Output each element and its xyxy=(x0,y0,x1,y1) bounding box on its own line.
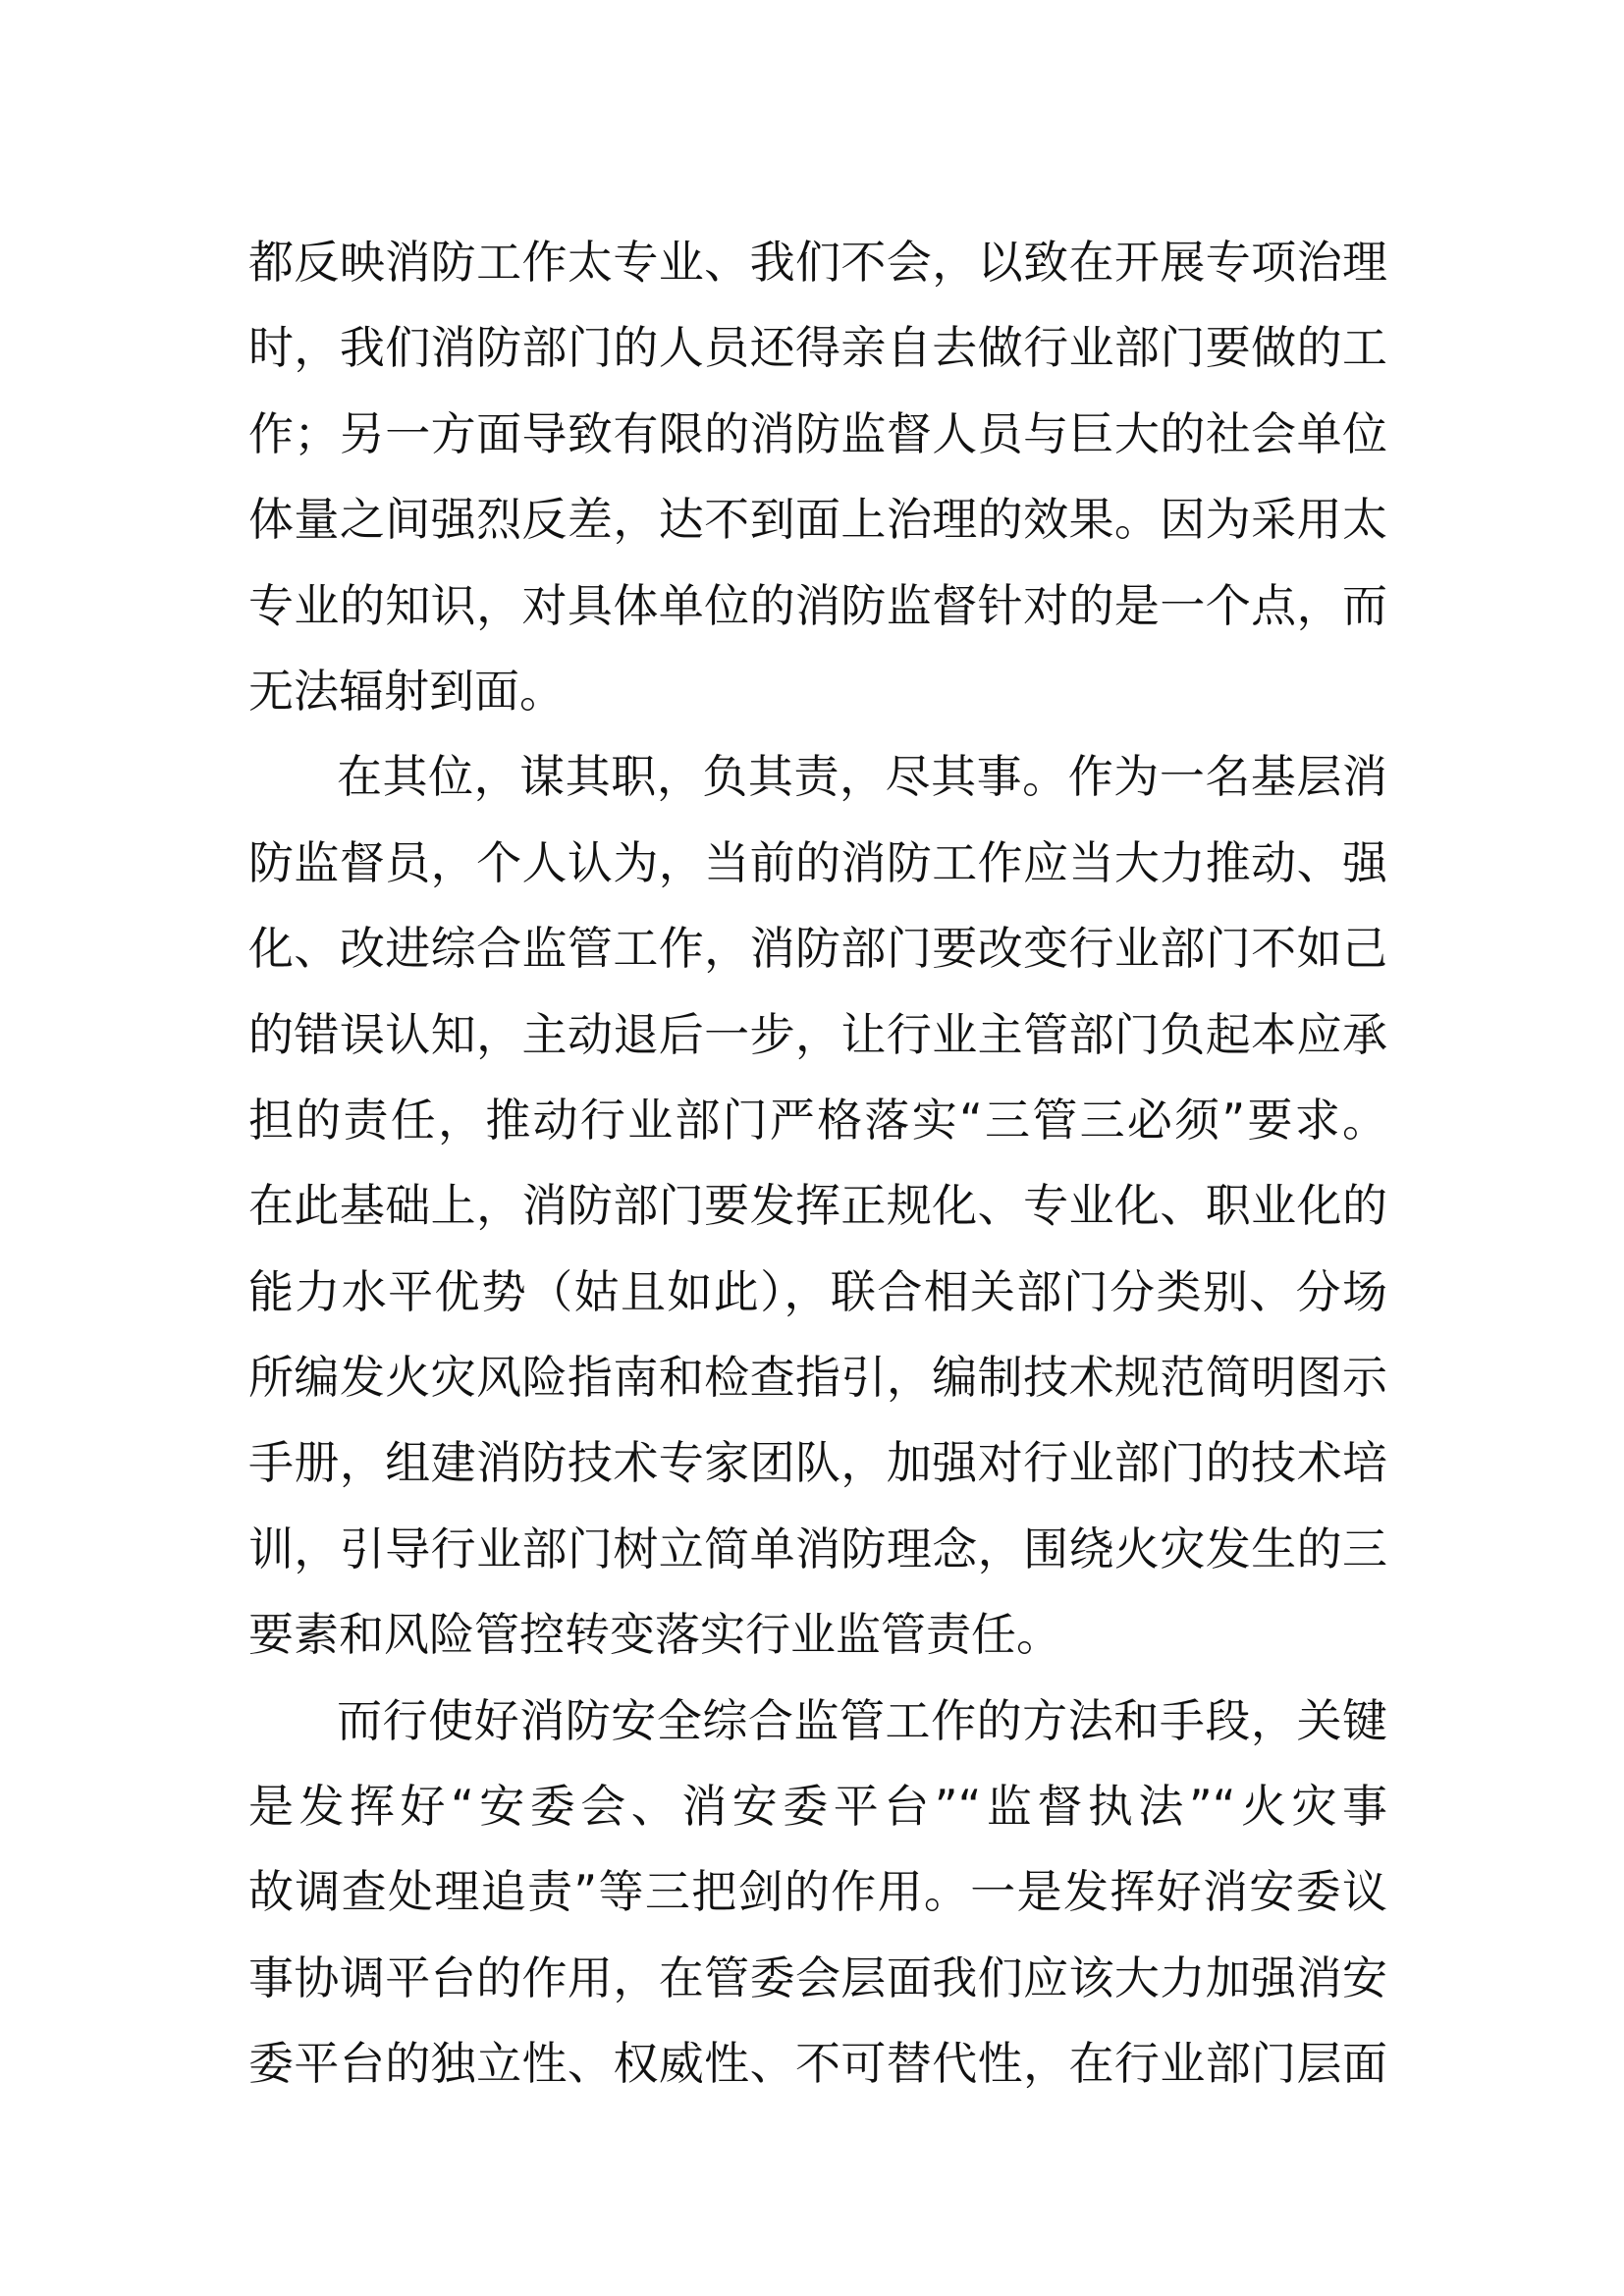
document-page xyxy=(248,220,1387,2108)
text-line: 时，我们消防部门的人员还得亲自去做行业部门要做的工 xyxy=(248,321,1387,375)
text-line: 委平台的独立性、权威性、不可替代性，在行业部门层面 xyxy=(248,2037,1387,2091)
text-line: 的错误认知，主动退后一步，让行业主管部门负起本应承 xyxy=(248,1007,1387,1061)
text-line: 体量之间强烈反差，达不到面上治理的效果。因为采用太 xyxy=(248,493,1387,547)
paragraph-2 xyxy=(248,734,1387,1678)
text-line: 手册，组建消防技术专家团队，加强对行业部门的技术培 xyxy=(248,1436,1387,1490)
text-line: 在其位，谋其职，负其责，尽其事。作为一名基层消 xyxy=(337,750,1387,804)
text-line: 担的责任，推动行业部门严格落实“三管三必须”要求。 xyxy=(248,1093,1387,1147)
text-line: 化、改进综合监管工作，消防部门要改变行业部门不如己 xyxy=(248,922,1387,976)
text-line: 在此基础上，消防部门要发挥正规化、专业化、职业化的 xyxy=(248,1179,1387,1233)
text-line: 专业的知识，对具体单位的消防监督针对的是一个点，而 xyxy=(248,578,1387,632)
text-line: 事协调平台的作用，在管委会层面我们应该大力加强消安 xyxy=(248,1950,1387,2004)
text-line: 而行使好消防安全综合监管工作的方法和手段，关键 xyxy=(337,1693,1387,1747)
text-line: 能力水平优势（姑且如此），联合相关部门分类别、分场 xyxy=(248,1264,1387,1318)
paragraph-3 xyxy=(248,1679,1387,2108)
text-line: 无法辐射到面。 xyxy=(248,664,565,718)
text-line: 都反映消防工作太专业、我们不会，以致在开展专项治理 xyxy=(248,236,1387,289)
text-line: 故调查处理追责”等三把剑的作用。一是发挥好消安委议 xyxy=(248,1865,1387,1919)
text-line: 防监督员，个人认为，当前的消防工作应当大力推动、强 xyxy=(248,835,1387,889)
paragraph-1 xyxy=(248,220,1387,734)
text-line: 要素和风险管控转变落实行业监管责任。 xyxy=(248,1608,1061,1662)
text-line: 训，引导行业部门树立简单消防理念，围绕火灾发生的三 xyxy=(248,1522,1387,1575)
text-line: 是发挥好“安委会、消安委平台”“监督执法”“火灾事 xyxy=(248,1780,1387,1834)
text-line: 作；另一方面导致有限的消防监督人员与巨大的社会单位 xyxy=(248,406,1387,460)
text-line: 所编发火灾风险指南和检查指引，编制技术规范简明图示 xyxy=(248,1351,1387,1405)
